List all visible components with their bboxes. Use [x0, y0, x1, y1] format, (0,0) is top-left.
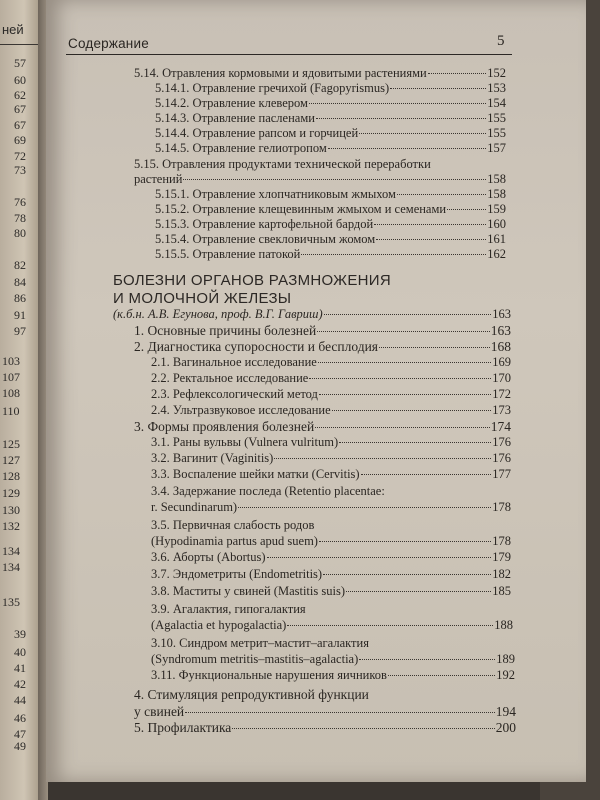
previous-page-number: 80 — [14, 226, 26, 240]
previous-page-number: 44 — [14, 693, 26, 707]
previous-page-number: 84 — [14, 275, 26, 289]
toc-entry[interactable]: растений 158 — [134, 172, 506, 186]
toc-entry[interactable]: 5.15.4. Отравление свекловичным жомом 161 — [155, 232, 506, 246]
toc-entry[interactable]: 3.11. Функциональные нарушения яичников 192 — [151, 668, 515, 682]
previous-page-header: ней — [2, 22, 24, 37]
previous-page-number: 134 — [2, 560, 20, 574]
toc-entry-line1: 3.9. Агалактия, гипогалактия — [151, 602, 306, 616]
toc-entry[interactable]: 3.7. Эндометриты (Endometritis) 182 — [151, 567, 511, 581]
previous-page-number: 41 — [14, 661, 26, 675]
previous-page-number: 134 — [2, 544, 20, 558]
toc-entry-line1: 5.15. Отравления продуктами технической переработки — [134, 157, 431, 171]
previous-page-number: 108 — [2, 386, 20, 400]
previous-page-number: 57 — [14, 56, 26, 70]
previous-page-number: 130 — [2, 503, 20, 517]
previous-page-number: 107 — [2, 370, 20, 384]
toc-entry-line1: 3.5. Первичная слабость родов — [151, 518, 315, 532]
toc-entry[interactable]: 3.1. Раны вульвы (Vulnera vulritum) 176 — [151, 435, 511, 449]
previous-page-number: 67 — [14, 118, 26, 132]
toc-entry[interactable]: 2.4. Ультразвуковое исследование 173 — [151, 403, 511, 417]
previous-page-number: 67 — [14, 102, 26, 116]
toc-entry[interactable]: 2.1. Вагинальное исследование 169 — [151, 355, 511, 369]
previous-page-number: 39 — [14, 627, 26, 641]
previous-page-number: 47 — [14, 727, 26, 741]
toc-entry[interactable]: 3.6. Аборты (Abortus) 179 — [151, 550, 511, 564]
previous-page-number: 110 — [2, 404, 20, 418]
chapter-title-line2: И МОЛОЧНОЙ ЖЕЛЕЗЫ — [113, 290, 292, 307]
toc-entry[interactable]: 5.14.4. Отравление рапсом и горчицей 155 — [155, 126, 506, 140]
previous-page-number: 40 — [14, 645, 26, 659]
previous-page-number: 69 — [14, 133, 26, 147]
previous-page-number: 91 — [14, 308, 26, 322]
previous-page-number: 82 — [14, 258, 26, 272]
previous-page-number: 42 — [14, 677, 26, 691]
previous-page-number: 46 — [14, 711, 26, 725]
running-header-title: Содержание — [68, 36, 149, 51]
previous-page-number: 60 — [14, 73, 26, 87]
previous-page-number: 62 — [14, 88, 26, 102]
toc-entry[interactable]: 3.8. Маститы у свиней (Mastitis suis) 185 — [151, 584, 511, 598]
toc-entry[interactable]: 5.14.3. Отравление пасленами 155 — [155, 111, 506, 125]
chapter-authors[interactable]: (к.б.н. А.В. Егунова, проф. В.Г. Гавриш) 163 — [113, 307, 511, 321]
previous-page-number: 86 — [14, 291, 26, 305]
toc-entry[interactable]: 1. Основные причины болезней 163 — [134, 323, 511, 338]
toc-entry[interactable]: r. Secundinarum) 178 — [151, 500, 511, 514]
toc-entry[interactable]: 2. Диагностика супоросности и бесплодия 168 — [134, 339, 511, 354]
toc-entry[interactable]: (Syndromum metritis–mastitis–agalactia) 189 — [151, 652, 515, 666]
previous-page-number: 78 — [14, 211, 26, 225]
previous-page-number: 49 — [14, 739, 26, 753]
header-rule — [66, 54, 512, 55]
toc-entry[interactable]: 5. Профилактика 200 — [134, 720, 516, 735]
toc-entry[interactable]: 2.2. Ректальное исследование 170 — [151, 371, 511, 385]
previous-page-number: 129 — [2, 486, 20, 500]
chapter-title: БОЛЕЗНИ ОРГАНОВ РАЗМНОЖЕНИЯ — [113, 272, 391, 289]
toc-entry[interactable]: 5.15.1. Отравление хлопчатниковым жмыхом 158 — [155, 187, 506, 201]
toc-entry[interactable]: 3. Формы проявления болезней 174 — [134, 419, 511, 434]
toc-entry[interactable]: 5.14. Отравления кормовыми и ядовитыми растениями 152 — [134, 66, 506, 80]
toc-entry[interactable]: (Hypodinamia partus apud suem) 178 — [151, 534, 511, 548]
previous-page-number: 97 — [14, 324, 26, 338]
previous-page-rule — [0, 44, 40, 45]
previous-page-number: 125 — [2, 437, 20, 451]
previous-page-number: 128 — [2, 469, 20, 483]
previous-page-number: 103 — [2, 354, 20, 368]
previous-page-number: 132 — [2, 519, 20, 533]
toc-entry[interactable]: 3.2. Вагинит (Vaginitis) 176 — [151, 451, 511, 465]
toc-entry[interactable]: 5.14.5. Отравление гелиотропом 157 — [155, 141, 506, 155]
page-number: 5 — [497, 33, 505, 49]
toc-entry[interactable]: 3.3. Воспаление шейки матки (Cervitis) 177 — [151, 467, 511, 481]
previous-page-number: 73 — [14, 163, 26, 177]
toc-entry[interactable]: 5.15.5. Отравление патокой 162 — [155, 247, 506, 261]
toc-entry-line1: 3.4. Задержание последа (Retentio placentae: — [151, 484, 385, 498]
toc-entry[interactable]: 5.15.2. Отравление клещевинным жмыхом и семенами 159 — [155, 202, 506, 216]
toc-entry-line1: 4. Стимуляция репродуктивной функции — [134, 687, 369, 702]
previous-page-number: 76 — [14, 195, 26, 209]
toc-entry-line1: 3.10. Синдром метрит–мастит–агалактия — [151, 636, 369, 650]
previous-page-number: 127 — [2, 453, 20, 467]
toc-entry[interactable]: (Agalactia et hypogalactia) 188 — [151, 618, 513, 632]
toc-entry[interactable]: 5.15.3. Отравление картофельной бардой 160 — [155, 217, 506, 231]
toc-entry[interactable]: 2.3. Рефлексологический метод 172 — [151, 387, 511, 401]
previous-page-number: 135 — [2, 595, 20, 609]
previous-page-number: 72 — [14, 149, 26, 163]
previous-page — [0, 0, 40, 800]
toc-entry[interactable]: 5.14.2. Отравление клевером 154 — [155, 96, 506, 110]
toc-entry[interactable]: 5.14.1. Отравление гречихой (Fagopyrismus) 153 — [155, 81, 506, 95]
toc-entry[interactable]: у свиней 194 — [134, 704, 516, 719]
